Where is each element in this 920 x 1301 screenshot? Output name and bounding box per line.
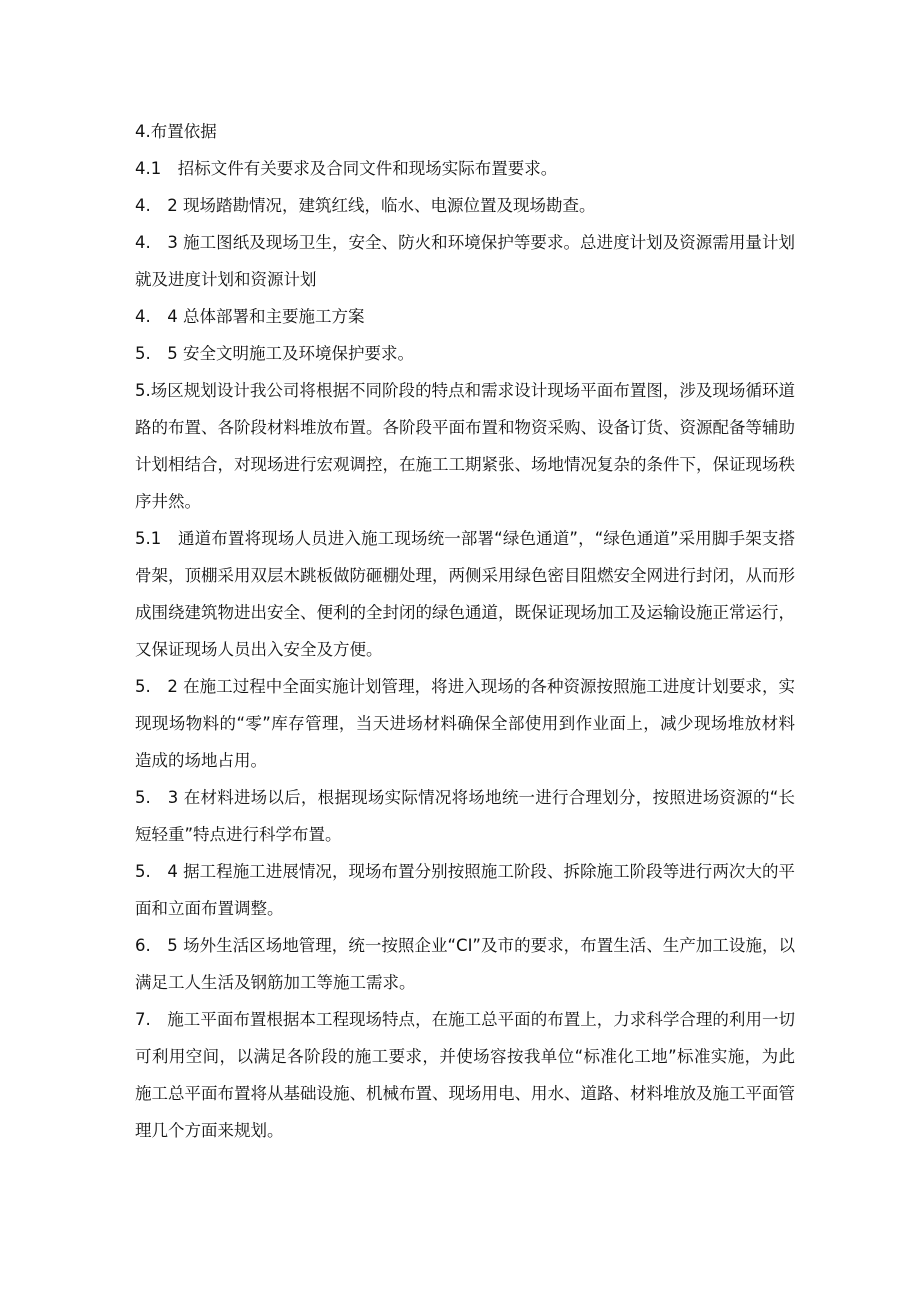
paragraph-4-2: 4. 2 现场踏勘情况，建筑红线，临水、电源位置及现场勘查。 — [135, 196, 596, 215]
paragraph-5-3: 5. 3 在材料进场以后，根据现场实际情况将场地统一进行合理划分，按照进场资源的“长短轻重”特点进行科学布置。 — [135, 788, 795, 844]
paragraph-5-5: 5. 5 安全文明施工及环境保护要求。 — [135, 344, 414, 363]
paragraph-4-1: 4.1 招标文件有关要求及合同文件和现场实际布置要求。 — [135, 159, 558, 178]
paragraph-7: 7. 施工平面布置根据本工程现场特点，在施工总平面的布置上，力求科学合理的利用一切可利用空间，以满足各阶段的施工要求，并使场容按我单位“标准化工地”标准实施，为此施工总平面布置将从基础设施、机械布置、现场用电、用水、道路、材料堆放及施工平面管理几个方面来规划。 — [135, 1010, 795, 1140]
paragraph-4-3: 4. 3 施工图纸及现场卫生，安全、防火和环境保护等要求。总进度计划及资源需用量计划就及进度计划和资源计划 — [135, 233, 795, 289]
paragraph-4-4: 4. 4 总体部署和主要施工方案 — [135, 307, 365, 326]
document-body — [135, 113, 795, 1149]
heading-layout-basis: 4.布置依据 — [135, 122, 217, 141]
paragraph-site-planning: 5.场区规划设计我公司将根据不同阶段的特点和需求设计现场平面布置图，涉及现场循环道路的布置、各阶段材料堆放布置。各阶段平面布置和物资采购、设备订货、资源配备等辅助计划相结合，对现场进行宏观调控，在施工工期紧张、场地情况复杂的条件下，保证现场秩序井然。 — [135, 381, 795, 511]
paragraph-5-4: 5. 4 据工程施工进展情况，现场布置分别按照施工阶段、拆除施工阶段等进行两次大的平面和立面布置调整。 — [135, 862, 795, 918]
paragraph-6-5: 6. 5 场外生活区场地管理，统一按照企业“CI”及市的要求，布置生活、生产加工设施，以满足工人生活及钢筋加工等施工需求。 — [135, 936, 795, 992]
paragraph-5-1: 5.1 通道布置将现场人员进入施工现场统一部署“绿色通道”，“绿色通道”采用脚手架支搭骨架，顶棚采用双层木跳板做防砸棚处理，两侧采用绿色密目阻燃安全网进行封闭，从而形成围绕建筑物进出安全、便利的全封闭的绿色通道，既保证现场加工及运输设施正常运行，又保证现场人员出入安全及方便。 — [135, 529, 795, 659]
paragraph-5-2: 5. 2 在施工过程中全面实施计划管理，将进入现场的各种资源按照施工进度计划要求，实现现场物料的“零”库存管理，当天进场材料确保全部使用到作业面上，减少现场堆放材料造成的场地占用。 — [135, 677, 795, 770]
